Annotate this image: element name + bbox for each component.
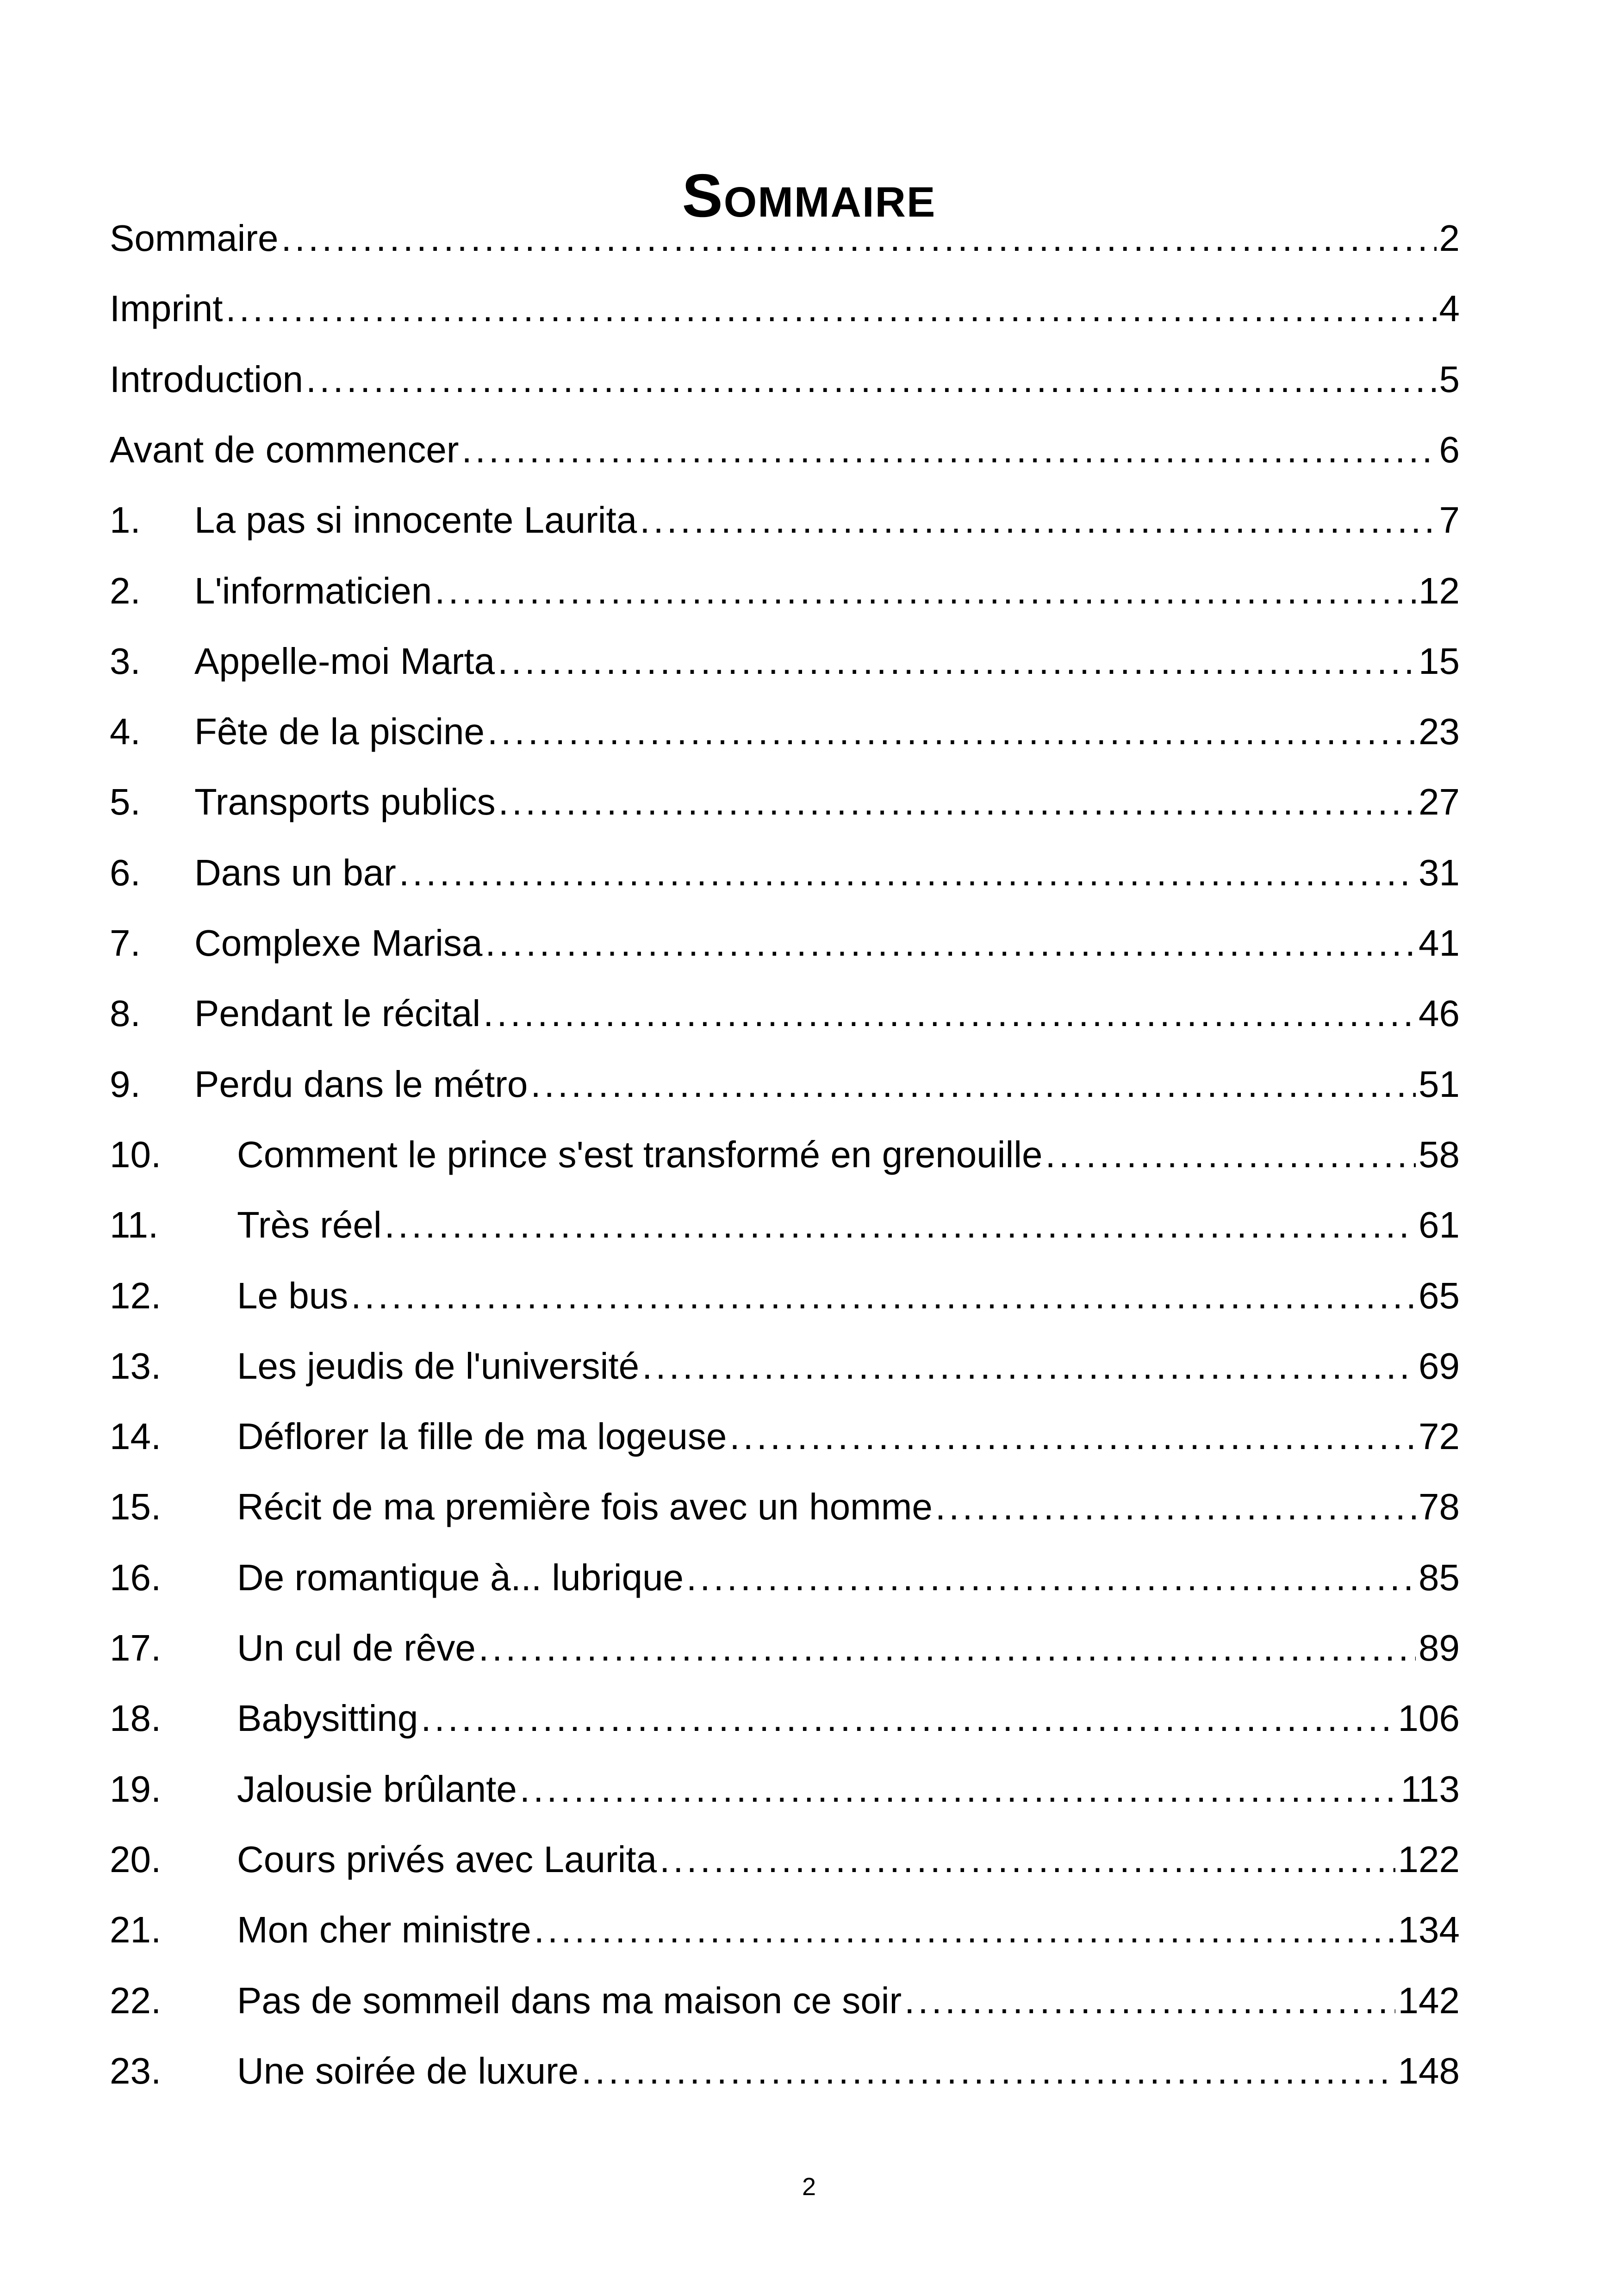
toc-entry[interactable] [110,1761,1460,1817]
toc-entry-title: Très réel [237,1204,382,1245]
toc-entry[interactable] [110,1620,1460,1676]
toc-dot-leader [642,1338,1416,1394]
toc-entry-title: Perdu dans le métro [194,1064,528,1105]
toc-entry-page: 61 [1419,1204,1460,1245]
toc-dot-leader [904,1973,1395,2028]
toc-entry[interactable] [110,1057,1460,1112]
toc-entry[interactable] [110,1479,1460,1535]
toc-entry-page: 6 [1439,429,1460,470]
toc-entry-title: Le bus [237,1275,348,1316]
toc-dot-leader [281,211,1437,266]
toc-entry[interactable] [110,1268,1460,1324]
toc-dot-leader [487,704,1416,759]
toc-dot-leader [399,845,1416,901]
toc-entry[interactable] [110,1832,1460,1887]
toc-entry-page: 122 [1398,1839,1460,1880]
toc-entry-title: Jalousie brûlante [237,1768,517,1810]
toc-dot-leader [520,1761,1398,1817]
toc-entry-title: Transports publics [194,781,496,822]
toc-entry[interactable] [110,1902,1460,1958]
toc-entry-number: 12. [110,1275,162,1316]
toc-entry[interactable] [110,1409,1460,1464]
toc-entry[interactable] [110,845,1460,901]
toc-entry-page: 142 [1398,1980,1460,2021]
toc-entry[interactable] [110,1127,1460,1182]
toc-entry-number: 11. [110,1204,159,1245]
toc-entry-title: Imprint [110,288,223,329]
toc-entry-number: 10. [110,1134,162,1175]
toc-entry-number: 1. [110,499,141,541]
toc-entry-title: Un cul de rêve [237,1627,476,1668]
toc-entry[interactable] [110,352,1460,407]
toc-entry-number: 7. [110,922,141,964]
toc-entry-title: La pas si innocente Laurita [194,499,637,541]
toc-entry-page: 12 [1419,570,1460,611]
toc-entry-title: Babysitting [237,1698,418,1739]
toc-entry-page: 5 [1439,359,1460,400]
toc-dot-leader [581,2043,1395,2099]
toc-dot-leader [530,1057,1416,1112]
toc-entry-title: Fête de la piscine [194,711,485,752]
toc-entry-title: Une soirée de luxure [237,2050,579,2091]
toc-entry[interactable] [110,774,1460,830]
toc-entry-title: Déflorer la fille de ma logeuse [237,1416,727,1457]
toc-dot-leader [435,563,1416,619]
toc-dot-leader [479,1620,1416,1676]
toc-entry-number: 3. [110,641,141,682]
page-title: Sommaire [682,162,936,230]
toc-entry-number: 19. [110,1768,162,1810]
toc-entry-page: 106 [1398,1698,1460,1739]
toc-dot-leader [351,1268,1416,1324]
toc-entry[interactable] [110,492,1460,548]
toc-entry-title: Comment le prince s'est transformé en grenouille [237,1134,1043,1175]
toc-dot-leader [660,1832,1395,1887]
toc-entry[interactable] [110,2043,1460,2099]
toc-entry-number: 22. [110,1980,162,2021]
toc-dot-leader [485,915,1416,971]
toc-entry[interactable] [110,422,1460,478]
toc-entry-number: 13. [110,1345,162,1387]
toc-entry-number: 5. [110,781,141,822]
toc-entry[interactable] [110,1973,1460,2028]
toc-dot-leader [226,281,1437,336]
toc-dot-leader [421,1691,1395,1746]
toc-entry-number: 23. [110,2050,162,2091]
toc-entry-page: 2 [1439,218,1460,259]
toc-dot-leader [1045,1127,1416,1182]
toc-entry-title: Dans un bar [194,852,396,893]
toc-entry-number: 2. [110,570,141,611]
toc-entry[interactable] [110,1197,1460,1253]
toc-entry-page: 65 [1419,1275,1460,1316]
toc-entry[interactable] [110,915,1460,971]
toc-dot-leader [729,1409,1416,1464]
toc-entry-title: Appelle-moi Marta [194,641,495,682]
toc-entry-number: 15. [110,1486,162,1527]
toc-entry-page: 85 [1419,1557,1460,1598]
toc-entry-page: 46 [1419,993,1460,1034]
toc-dot-leader [461,422,1436,478]
toc-entry-title: Avant de commencer [110,429,459,470]
toc-dot-leader [640,492,1436,548]
toc-entry-page: 15 [1419,641,1460,682]
toc-entry-title: Pendant le récital [194,993,481,1034]
toc-entry-number: 21. [110,1909,162,1950]
toc-entry-page: 23 [1419,711,1460,752]
toc-entry-title: Pas de sommeil dans ma maison ce soir [237,1980,902,2021]
toc-entry-page: 4 [1439,288,1460,329]
toc-entry-page: 31 [1419,852,1460,893]
toc-entry-number: 4. [110,711,141,752]
toc-dot-leader [935,1479,1416,1535]
toc-entry-number: 9. [110,1064,141,1105]
toc-entry-page: 134 [1398,1909,1460,1950]
toc-entry-title: Mon cher ministre [237,1909,531,1950]
toc-dot-leader [498,634,1416,689]
toc-entry-page: 51 [1419,1064,1460,1105]
toc-entry-page: 78 [1419,1486,1460,1527]
toc-entry[interactable] [110,634,1460,689]
toc-dot-leader [385,1197,1416,1253]
toc-entry-page: 7 [1439,499,1460,541]
toc-entry[interactable] [110,211,1460,266]
toc-dot-leader [534,1902,1395,1958]
toc-entry-page: 69 [1419,1345,1460,1387]
toc-entry-title: Cours privés avec Laurita [237,1839,657,1880]
toc-entry-number: 14. [110,1416,162,1457]
toc-entry-number: 16. [110,1557,162,1598]
toc-entry-page: 58 [1419,1134,1460,1175]
toc-entry-page: 113 [1400,1768,1460,1810]
toc-entry-title: Les jeudis de l'université [237,1345,640,1387]
toc-entry-title: Complexe Marisa [194,922,483,964]
toc-entry-number: 20. [110,1839,162,1880]
toc-entry-number: 17. [110,1627,162,1668]
toc-entry-number: 18. [110,1698,162,1739]
toc-entry[interactable] [110,281,1460,336]
toc-dot-leader [686,1550,1416,1605]
toc-entry[interactable] [110,704,1460,759]
toc-entry-page: 148 [1398,2050,1460,2091]
page-number: 2 [802,2173,816,2201]
toc-entry[interactable] [110,986,1460,1041]
toc-dot-leader [498,774,1416,830]
toc-entry-number: 8. [110,993,141,1034]
toc-entry[interactable] [110,1338,1460,1394]
toc-entry-page: 41 [1419,922,1460,964]
toc-entry-page: 72 [1419,1416,1460,1457]
toc-entry-page: 89 [1419,1627,1460,1668]
toc-entry[interactable] [110,1691,1460,1746]
toc-entry-number: 6. [110,852,141,893]
toc-dot-leader [483,986,1416,1041]
toc-dot-leader [306,352,1436,407]
toc-entry-title: L'informaticien [194,570,432,611]
toc-entry-title: Introduction [110,359,304,400]
toc-entry-title: De romantique à... lubrique [237,1557,684,1598]
toc-entry-title: Récit de ma première fois avec un homme [237,1486,933,1527]
toc-entry-title: Sommaire [110,218,279,259]
toc-entry[interactable] [110,563,1460,619]
toc-entry-page: 27 [1419,781,1460,822]
toc-entry[interactable] [110,1550,1460,1605]
